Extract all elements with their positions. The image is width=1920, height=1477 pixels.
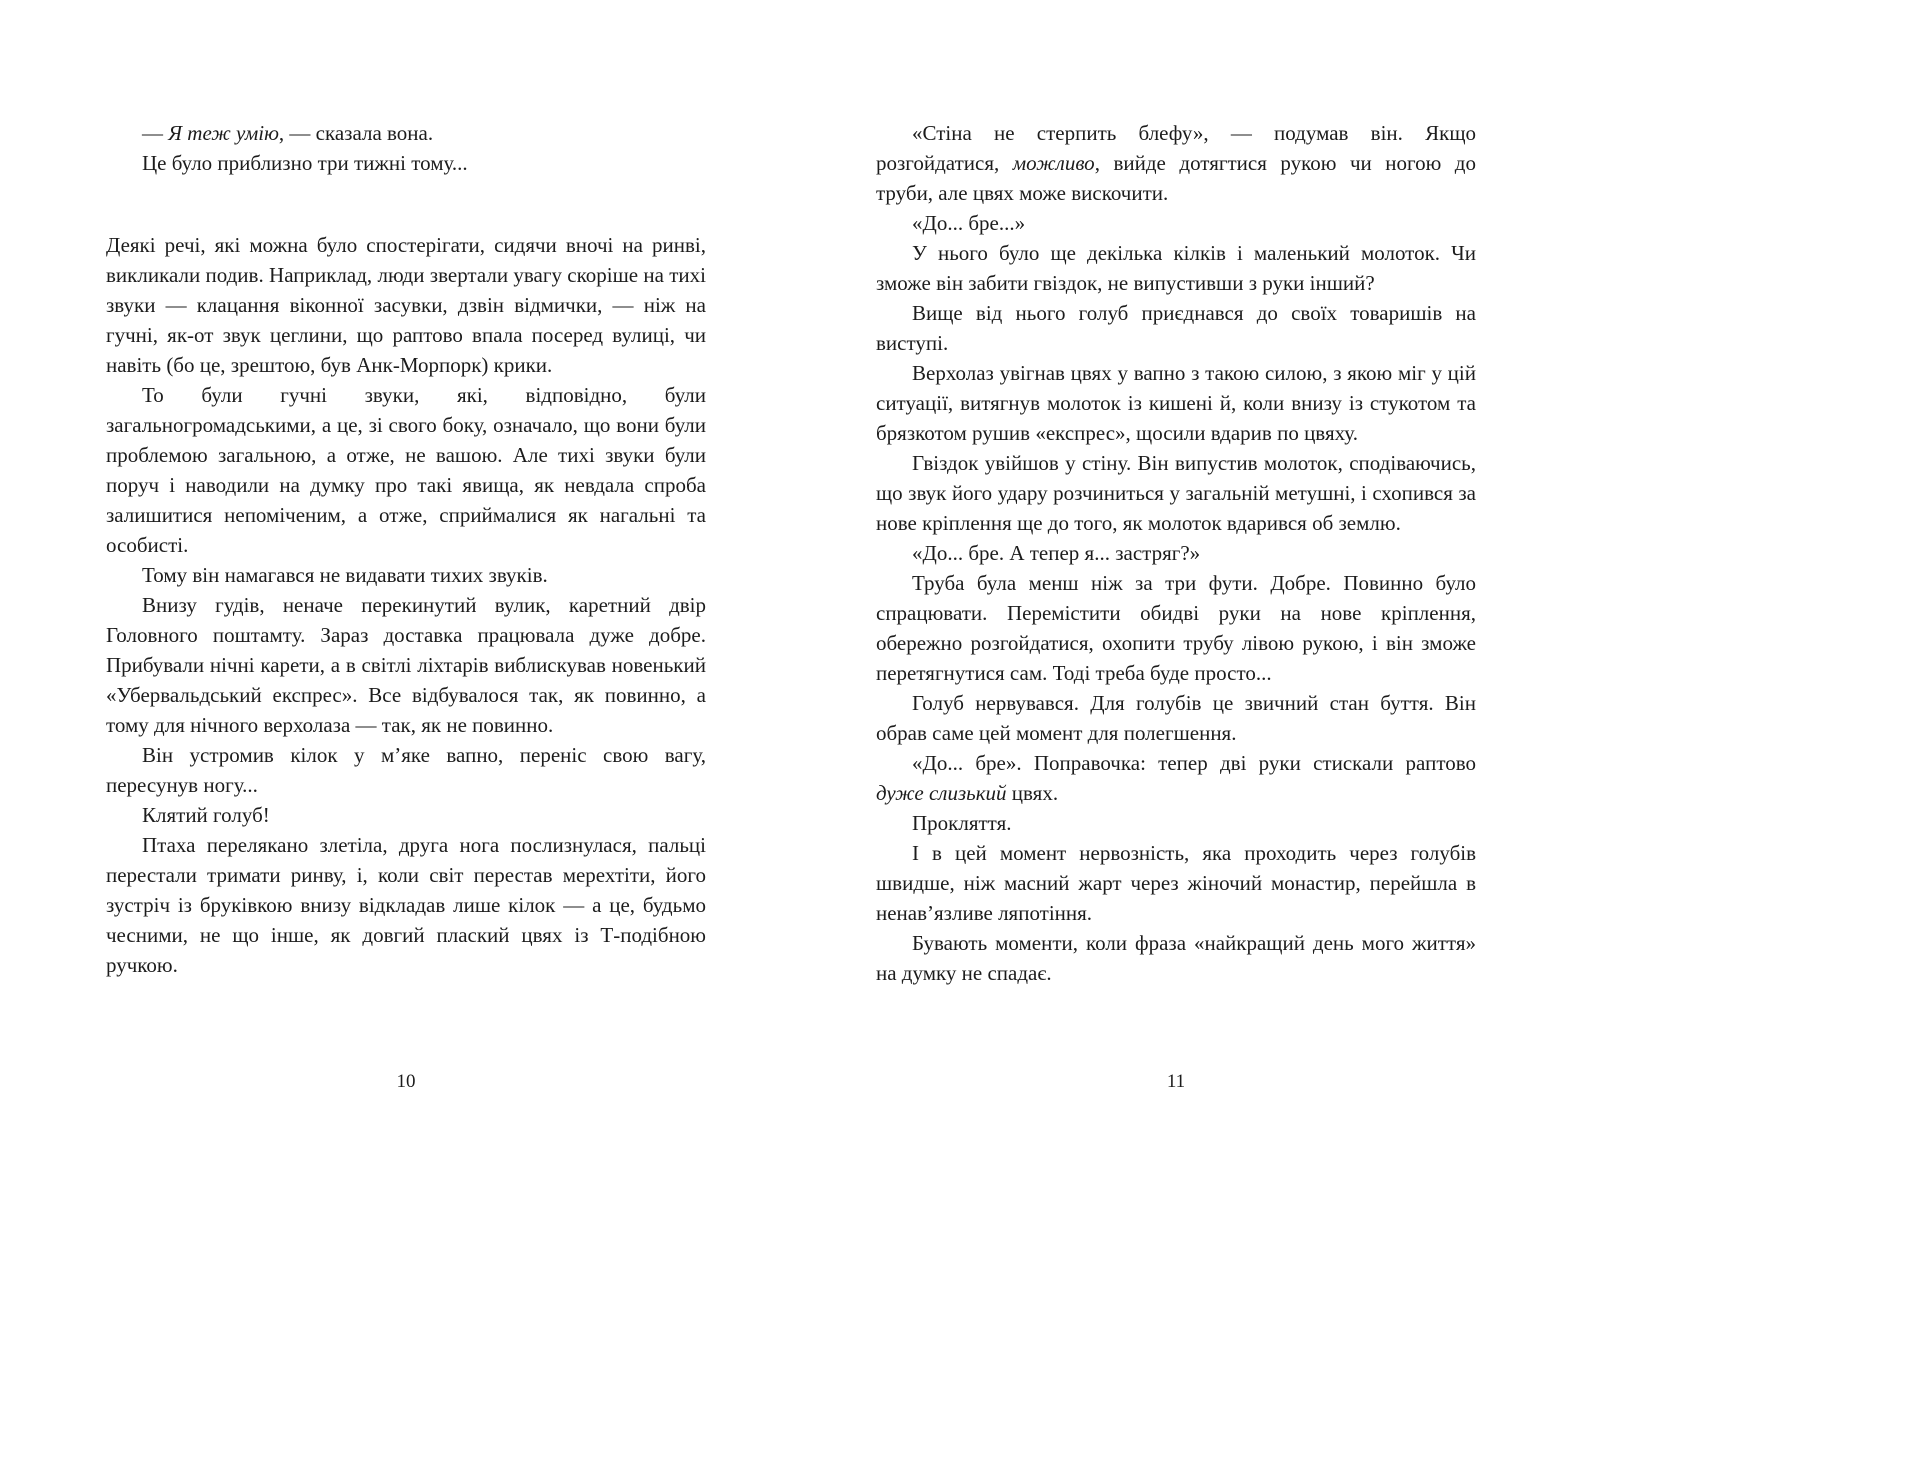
paragraph: Внизу гудів, неначе перекинутий вулик, каретний двір Головного поштамту. Зараз доставка працювала дуже добре. Прибували нічні карети, а в світлі ліхтарів виблискував новенький «Убервальдський експрес». Все відбувалося так, як повинно, а тому для нічного верхолаза — так, як не повинно. [106,593,706,737]
paragraph: Деякі речі, які можна було спостерігати, сидячи вночі на ринві, викликали подив. Наприклад, люди звертали увагу скоріше на тихі звуки — клацання віконної засувки, дзвін відмички, — ніж на гучні, як-от звук цеглини, що раптово впала посеред вулиці, чи навіть (бо це, зрештою, був Анк-Морпорк) крики. [106,233,706,377]
paragraph: Труба була менш ніж за три фути. Добре. Повинно було спрацювати. Перемістити обидві руки на нове кріплення, обережно розгойдатися, охопити трубу лівою рукою, і він зможе перетягнутися сам. Тоді треба буде просто... [876,571,1476,685]
paragraph: То були гучні звуки, які, відповідно, були загальногромадськими, а це, зі свого боку, означало, що вони були проблемою загальною, а отже, не вашою. Але тихі звуки були поруч і наводили на думку про такі явища, як невдала спроба залишитися непоміченим, а отже, сприймалися як нагальні та особисті. [106,383,706,557]
paragraph: «До... бре...» [912,211,1026,235]
paragraph: У нього було ще декілька кілків і маленький молоток. Чи зможе він забити гвіздок, не випустивши з руки інший? [876,241,1476,295]
paragraph: Вище від нього голуб приєднався до своїх товаришів на виступі. [876,301,1476,355]
paragraph: Він устромив кілок у м’яке вапно, переніс свою вагу, пересунув ногу... [106,743,706,797]
paragraph: Гвіздок увійшов у стіну. Він випустив молоток, сподіваючись, що звук його удару розчиниться у загальній метушні, і схопився за нове кріплення ще до того, як молоток вдарився об землю. [876,451,1476,535]
paragraph: І в цей момент нервозність, яка проходить через голубів швидше, ніж масний жарт через жіночий монастир, перейшла в ненав’язливе ляпотіння. [876,841,1476,925]
book-page-right [876,118,1476,1093]
paragraph: Верхолаз увігнав цвях у вапно з такою силою, з якою міг у цій ситуації, витягнув молоток із кишені й, коли внизу із стукотом та брязкотом рушив «експрес», щосили вдарив по цвяху. [876,361,1476,445]
paragraph: Це було приблизно три тижні тому... [142,151,468,175]
paragraph: — Я теж умію, — сказала вона. [142,121,434,145]
paragraph: Птаха перелякано злетіла, друга нога послизнулася, пальці перестали тримати ринву, і, коли світ перестав мерехтіти, його зустріч із бруківкою внизу відкладав лише кілок — а це, будьмо чесними, не що інше, як довгий плаский цвях із Т-подібною ручкою. [106,833,706,977]
paragraph: «Стіна не стерпить блефу», — подумав він. Якщо розгойдатися, можливо, вийде дотягтися рукою чи ногою до труби, але цвях може вискочити. [876,121,1476,205]
emphasis-text: дуже слизький [876,781,1007,805]
emphasis-text: Я теж умію [168,121,279,145]
page-number-left: 10 [396,1071,416,1092]
paragraph: Прокляття. [912,811,1012,835]
section-break [106,178,706,230]
paragraph: Бувають моменти, коли фраза «найкращий день мого життя» на думку не спадає. [876,931,1476,985]
emphasis-text: можливо [1012,151,1095,175]
page-text-right [876,118,1476,988]
paragraph: «До... бре». Поправочка: тепер дві руки стискали раптово дуже слизький цвях. [876,751,1476,805]
page-number-right: 11 [1166,1071,1186,1092]
paragraph: Голуб нервувався. Для голубів це звичний стан буття. Він обрав саме цей момент для полегшення. [876,691,1476,745]
paragraph: «До... бре. А тепер я... застряг?» [912,541,1201,565]
paragraph: Тому він намагався не видавати тихих звуків. [142,563,548,587]
page-text-left [106,118,706,980]
paragraph: Клятий голуб! [142,803,270,827]
book-page-left [106,118,706,1093]
